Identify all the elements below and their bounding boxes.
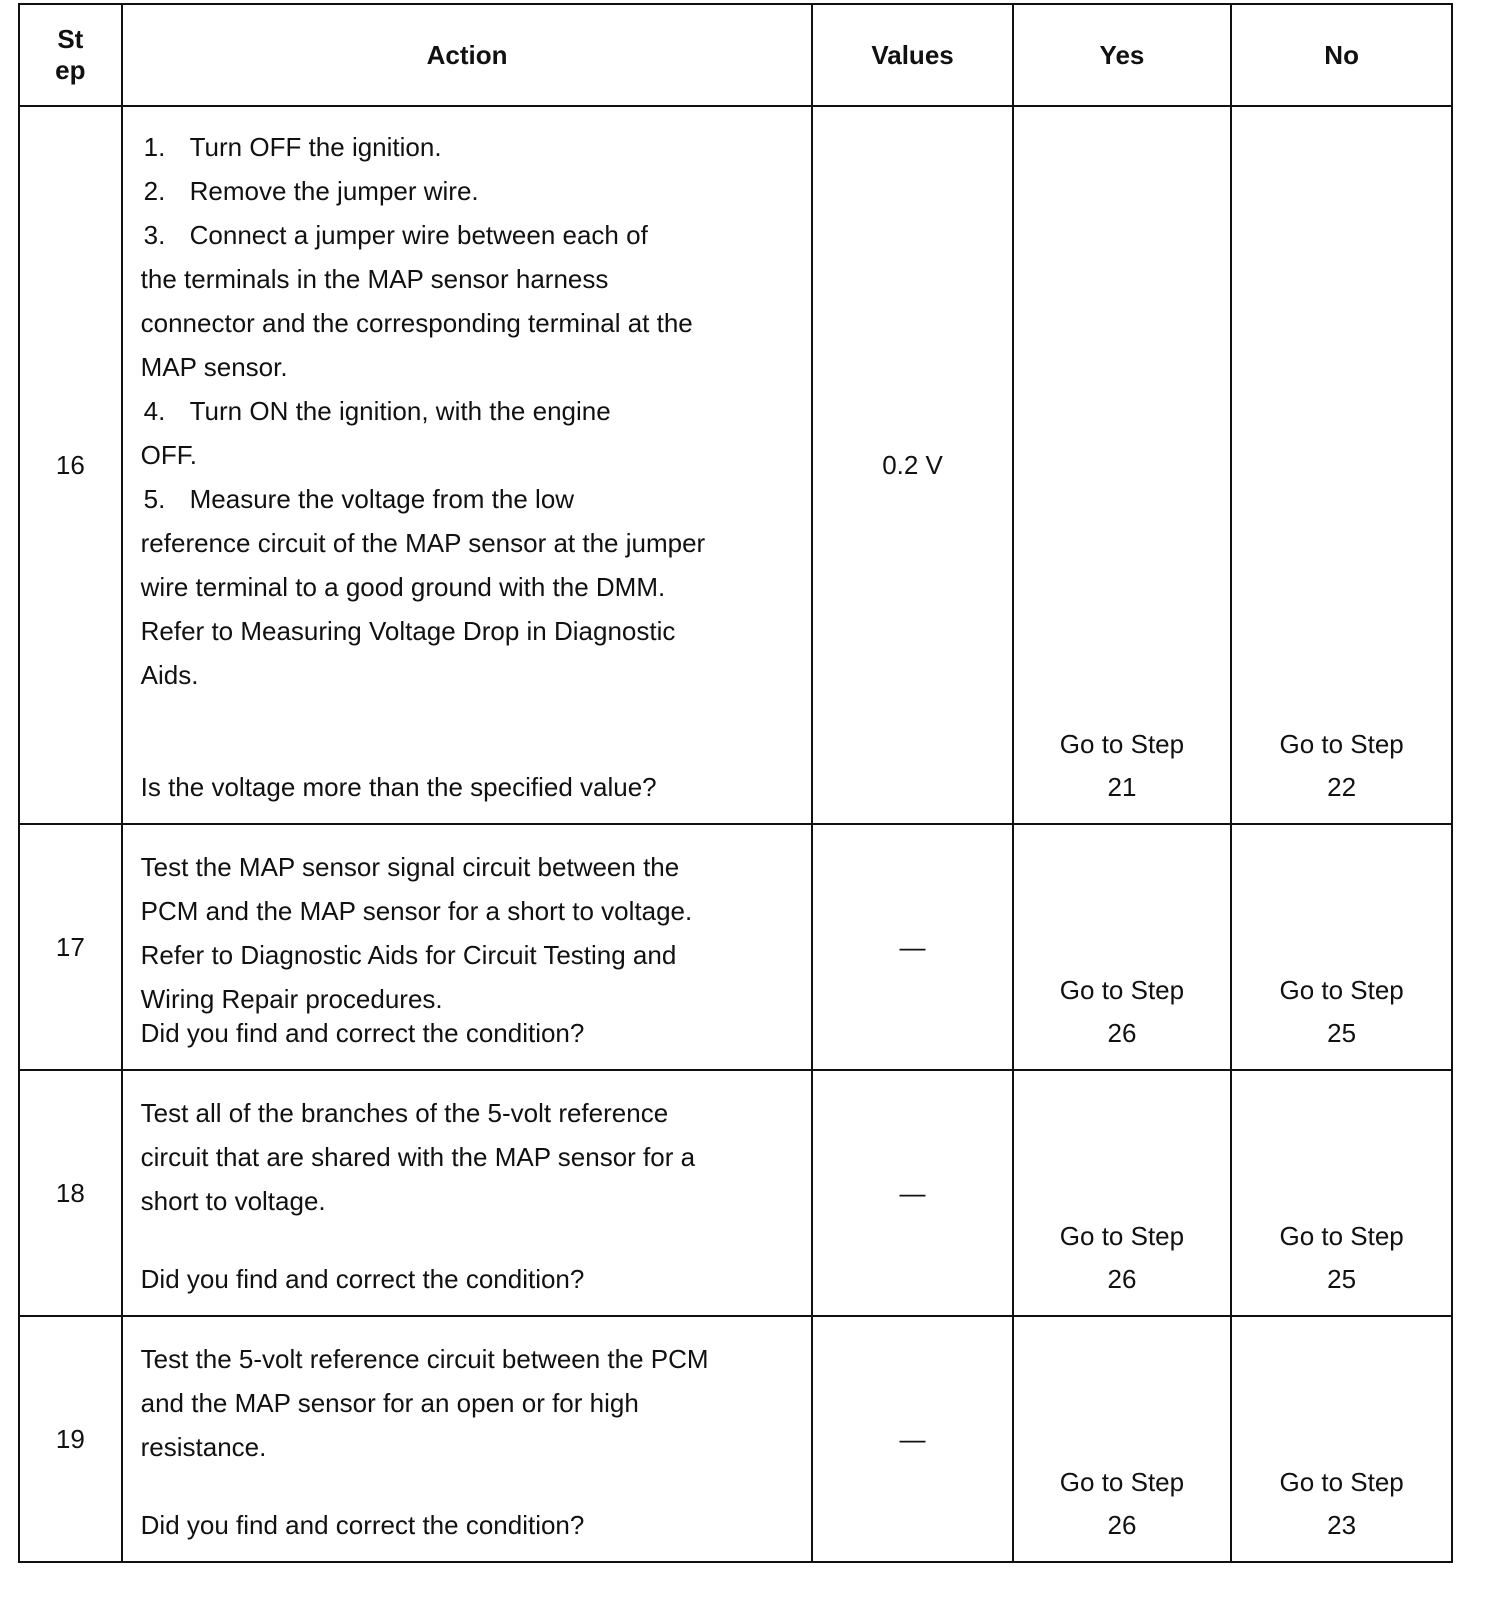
action-line xyxy=(141,125,812,169)
no-cell xyxy=(1231,824,1452,1070)
action-question: Did you find and correct the condition? xyxy=(140,1264,585,1294)
action-line-text: Aids. xyxy=(140,660,199,690)
action-line xyxy=(141,477,812,521)
no-goto xyxy=(1232,1461,1451,1561)
action-text xyxy=(141,107,812,697)
action-line xyxy=(141,845,812,889)
yes-goto xyxy=(1014,1461,1231,1561)
no-goto-label: Go to Step xyxy=(1279,729,1404,759)
table-row xyxy=(19,1070,1452,1316)
no-cell xyxy=(1231,1070,1452,1316)
step-number: 16 xyxy=(19,106,122,824)
action-line-text: Measure the voltage from the low xyxy=(189,484,575,514)
action-cell xyxy=(122,1316,813,1562)
step-number: 17 xyxy=(19,824,122,1070)
action-line-text: circuit that are shared with the MAP sensor for a xyxy=(140,1142,696,1172)
action-line xyxy=(141,1091,812,1135)
action-line-text: connector and the corresponding terminal at the xyxy=(140,308,693,338)
action-line-text: Test the 5-volt reference circuit between the PCM xyxy=(140,1344,709,1374)
no-goto-step: 22 xyxy=(1327,772,1357,802)
no-goto xyxy=(1232,723,1451,823)
table-row xyxy=(19,824,1452,1070)
header-step xyxy=(19,4,122,106)
header-step-line1: St xyxy=(57,24,84,54)
no-cell xyxy=(1231,1316,1452,1562)
action-text xyxy=(141,1071,812,1223)
action-line-number: 5. xyxy=(143,484,166,514)
yes-cell xyxy=(1013,1316,1232,1562)
yes-goto xyxy=(1014,969,1231,1069)
action-line-text: OFF. xyxy=(140,440,197,470)
no-goto-label: Go to Step xyxy=(1279,1467,1404,1497)
yes-goto-step: 26 xyxy=(1107,1018,1137,1048)
action-line-text: and the MAP sensor for an open or for high xyxy=(140,1388,639,1418)
action-cell xyxy=(122,106,813,824)
action-line-text: Wiring Repair procedures. xyxy=(140,984,443,1014)
action-line-number: 1. xyxy=(143,132,166,162)
action-line-text: Test the MAP sensor signal circuit between the xyxy=(140,852,680,882)
action-question: Is the voltage more than the specified value? xyxy=(140,772,657,802)
action-line-text: wire terminal to a good ground with the DMM. xyxy=(140,572,666,602)
header-action: Action xyxy=(122,4,813,106)
action-question: Did you find and correct the condition? xyxy=(140,1018,585,1048)
yes-cell xyxy=(1013,106,1232,824)
no-cell xyxy=(1231,106,1452,824)
action-line-text: Connect a jumper wire between each of xyxy=(189,220,648,250)
action-line xyxy=(141,1179,812,1223)
header-step-line2: ep xyxy=(55,55,86,85)
action-line-text: PCM and the MAP sensor for a short to voltage. xyxy=(140,896,693,926)
action-line-text: Turn ON the ignition, with the engine xyxy=(189,396,611,426)
no-goto-step: 25 xyxy=(1327,1264,1357,1294)
action-line xyxy=(141,301,812,345)
table-body xyxy=(19,106,1452,1562)
yes-goto-step: 26 xyxy=(1107,1264,1137,1294)
step-number: 19 xyxy=(19,1316,122,1562)
action-line-number: 4. xyxy=(143,396,166,426)
yes-goto xyxy=(1014,723,1231,823)
action-line-text: short to voltage. xyxy=(140,1186,326,1216)
header-row xyxy=(19,4,1452,106)
values-cell: 0.2 V xyxy=(812,106,1012,824)
action-line xyxy=(141,609,812,653)
values-cell: — xyxy=(812,824,1012,1070)
diagnostic-table xyxy=(18,3,1453,1563)
yes-cell xyxy=(1013,1070,1232,1316)
action-line xyxy=(141,169,812,213)
action-line xyxy=(141,345,812,389)
action-line xyxy=(141,933,812,977)
header-values: Values xyxy=(812,4,1012,106)
action-cell xyxy=(122,1070,813,1316)
values-cell: — xyxy=(812,1070,1012,1316)
no-goto-label: Go to Step xyxy=(1279,975,1404,1005)
action-line-text: Test all of the branches of the 5-volt reference xyxy=(140,1098,669,1128)
no-goto-step: 23 xyxy=(1327,1510,1357,1540)
action-line-text: the terminals in the MAP sensor harness xyxy=(140,264,609,294)
action-line-text: Remove the jumper wire. xyxy=(189,176,479,206)
yes-goto-label: Go to Step xyxy=(1059,975,1185,1005)
action-text xyxy=(141,825,812,1021)
action-line-text: Refer to Diagnostic Aids for Circuit Testing and xyxy=(140,940,677,970)
action-line xyxy=(141,213,812,257)
table-row xyxy=(19,1316,1452,1562)
action-line-text: resistance. xyxy=(140,1432,267,1462)
action-line xyxy=(141,389,812,433)
yes-goto-label: Go to Step xyxy=(1059,1467,1185,1497)
no-goto xyxy=(1232,1215,1451,1315)
action-line xyxy=(141,521,812,565)
action-question: Did you find and correct the condition? xyxy=(140,1510,585,1540)
header-yes: Yes xyxy=(1013,4,1232,106)
yes-cell xyxy=(1013,824,1232,1070)
action-line-number: 2. xyxy=(143,176,166,206)
yes-goto-label: Go to Step xyxy=(1059,1221,1185,1251)
no-goto xyxy=(1232,969,1451,1069)
action-line xyxy=(141,889,812,933)
action-text xyxy=(141,1317,812,1469)
yes-goto-step: 21 xyxy=(1107,772,1137,802)
yes-goto-label: Go to Step xyxy=(1059,729,1185,759)
no-goto-label: Go to Step xyxy=(1279,1221,1404,1251)
action-line-text: Refer to Measuring Voltage Drop in Diagnostic xyxy=(140,616,676,646)
table-row xyxy=(19,106,1452,824)
action-line xyxy=(141,565,812,609)
action-line xyxy=(141,1381,812,1425)
action-line xyxy=(141,1135,812,1179)
action-line xyxy=(141,257,812,301)
step-number: 18 xyxy=(19,1070,122,1316)
yes-goto-step: 26 xyxy=(1107,1510,1137,1540)
action-line xyxy=(141,1425,812,1469)
yes-goto xyxy=(1014,1215,1231,1315)
values-cell: — xyxy=(812,1316,1012,1562)
action-line xyxy=(141,433,812,477)
action-line-text: MAP sensor. xyxy=(140,352,288,382)
action-line-text: Turn OFF the ignition. xyxy=(189,132,442,162)
action-cell xyxy=(122,824,813,1070)
action-line-number: 3. xyxy=(143,220,166,250)
no-goto-step: 25 xyxy=(1327,1018,1357,1048)
action-line-text: reference circuit of the MAP sensor at the jumper xyxy=(140,528,706,558)
header-no: No xyxy=(1231,4,1452,106)
action-line xyxy=(141,653,812,697)
action-line xyxy=(141,1337,812,1381)
